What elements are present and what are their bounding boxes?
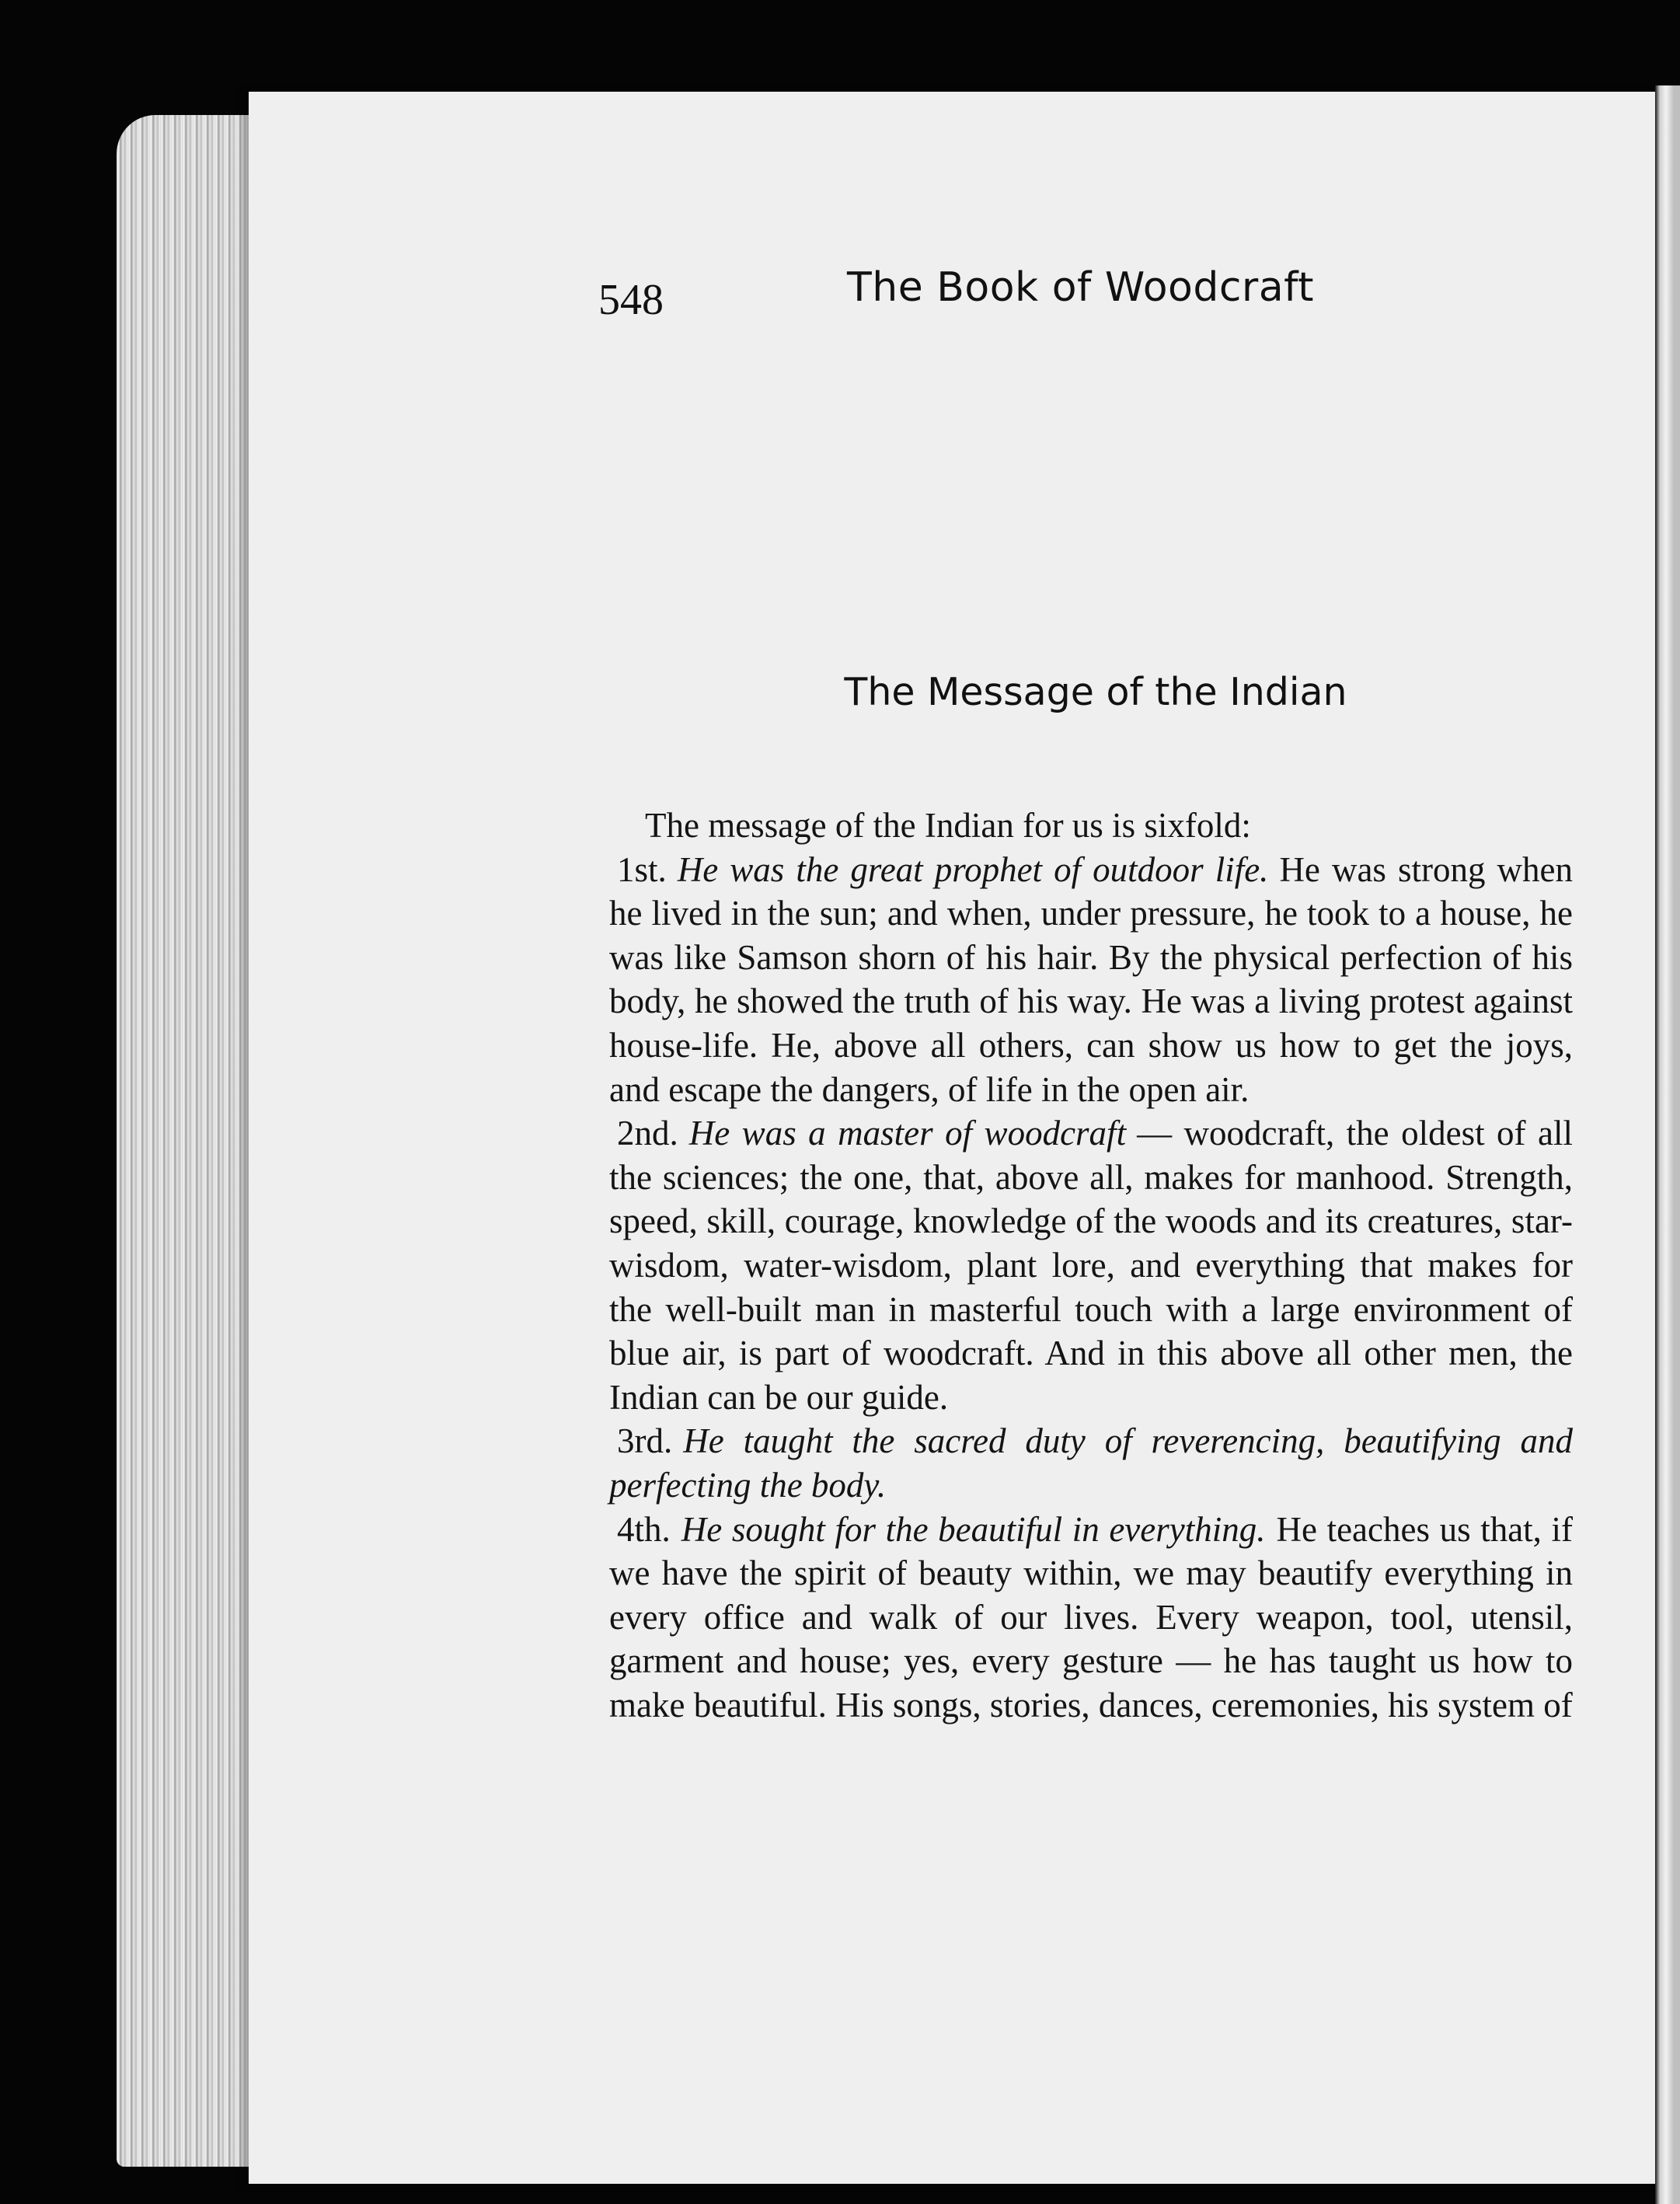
body-text: [609, 804, 1573, 1727]
paragraph-text: — woodcraft, the oldest of all the sciences; the one, that, above all, makes for manhood. Strength, speed, skill, courage, knowledge of the woods and its creatures, star-wisdom, water-wisdom, plant lore, and everything that makes for the well-built man in masterful touch with a large environment of blue air, is part of woodcraft. And in this above all other men, the Indian can be our guide.: [609, 1114, 1573, 1417]
paragraph-4th: [609, 1508, 1573, 1728]
paragraph-number: 3rd.: [617, 1421, 673, 1461]
facing-page-edge: [1655, 85, 1680, 2204]
paragraph-lead: He was a master of woodcraft: [688, 1114, 1127, 1153]
intro-paragraph: The message of the Indian for us is sixfold:: [645, 806, 1251, 845]
page-number: 548: [598, 276, 664, 324]
paragraph-lead: He sought for the beautiful in everything.: [681, 1509, 1266, 1549]
running-head: [598, 264, 1585, 334]
paragraph-number: 2nd.: [617, 1114, 678, 1153]
paragraph-number: 1st.: [617, 849, 667, 889]
paragraph-number: 4th.: [617, 1509, 671, 1549]
paragraph-text: He teaches us that, if we have the spirit of beauty within, we may beautify everything in every office and walk of our lives. Every weapon, tool, utensil, garment and house; yes, every gesture — he has taught us how to make beautiful. His songs, stories, dances, ceremonies, his system of: [609, 1509, 1574, 1724]
paragraph-3rd: [609, 1419, 1573, 1507]
paragraph-2nd: [609, 1111, 1573, 1419]
paragraph-lead: He taught the sacred duty of reverencing, beautifying and perfecting the body.: [609, 1421, 1573, 1505]
book-title: The Book of Woodcraft: [847, 264, 1314, 311]
section-heading: The Message of the Indian: [844, 670, 1347, 714]
paragraph-1st: [609, 848, 1573, 1112]
paragraph-text: He was strong when he lived in the sun; and when, under pressure, he took to a house, he was like Samson shorn of his hair. By the physical perfection of his body, he showed the truth of his way. He was a living protest against house-life. He, above all others, can show us how to get the joys, and escape the dangers, of life in the open air.: [609, 849, 1573, 1109]
paragraph-lead: He was the great prophet of outdoor life.: [677, 849, 1269, 889]
